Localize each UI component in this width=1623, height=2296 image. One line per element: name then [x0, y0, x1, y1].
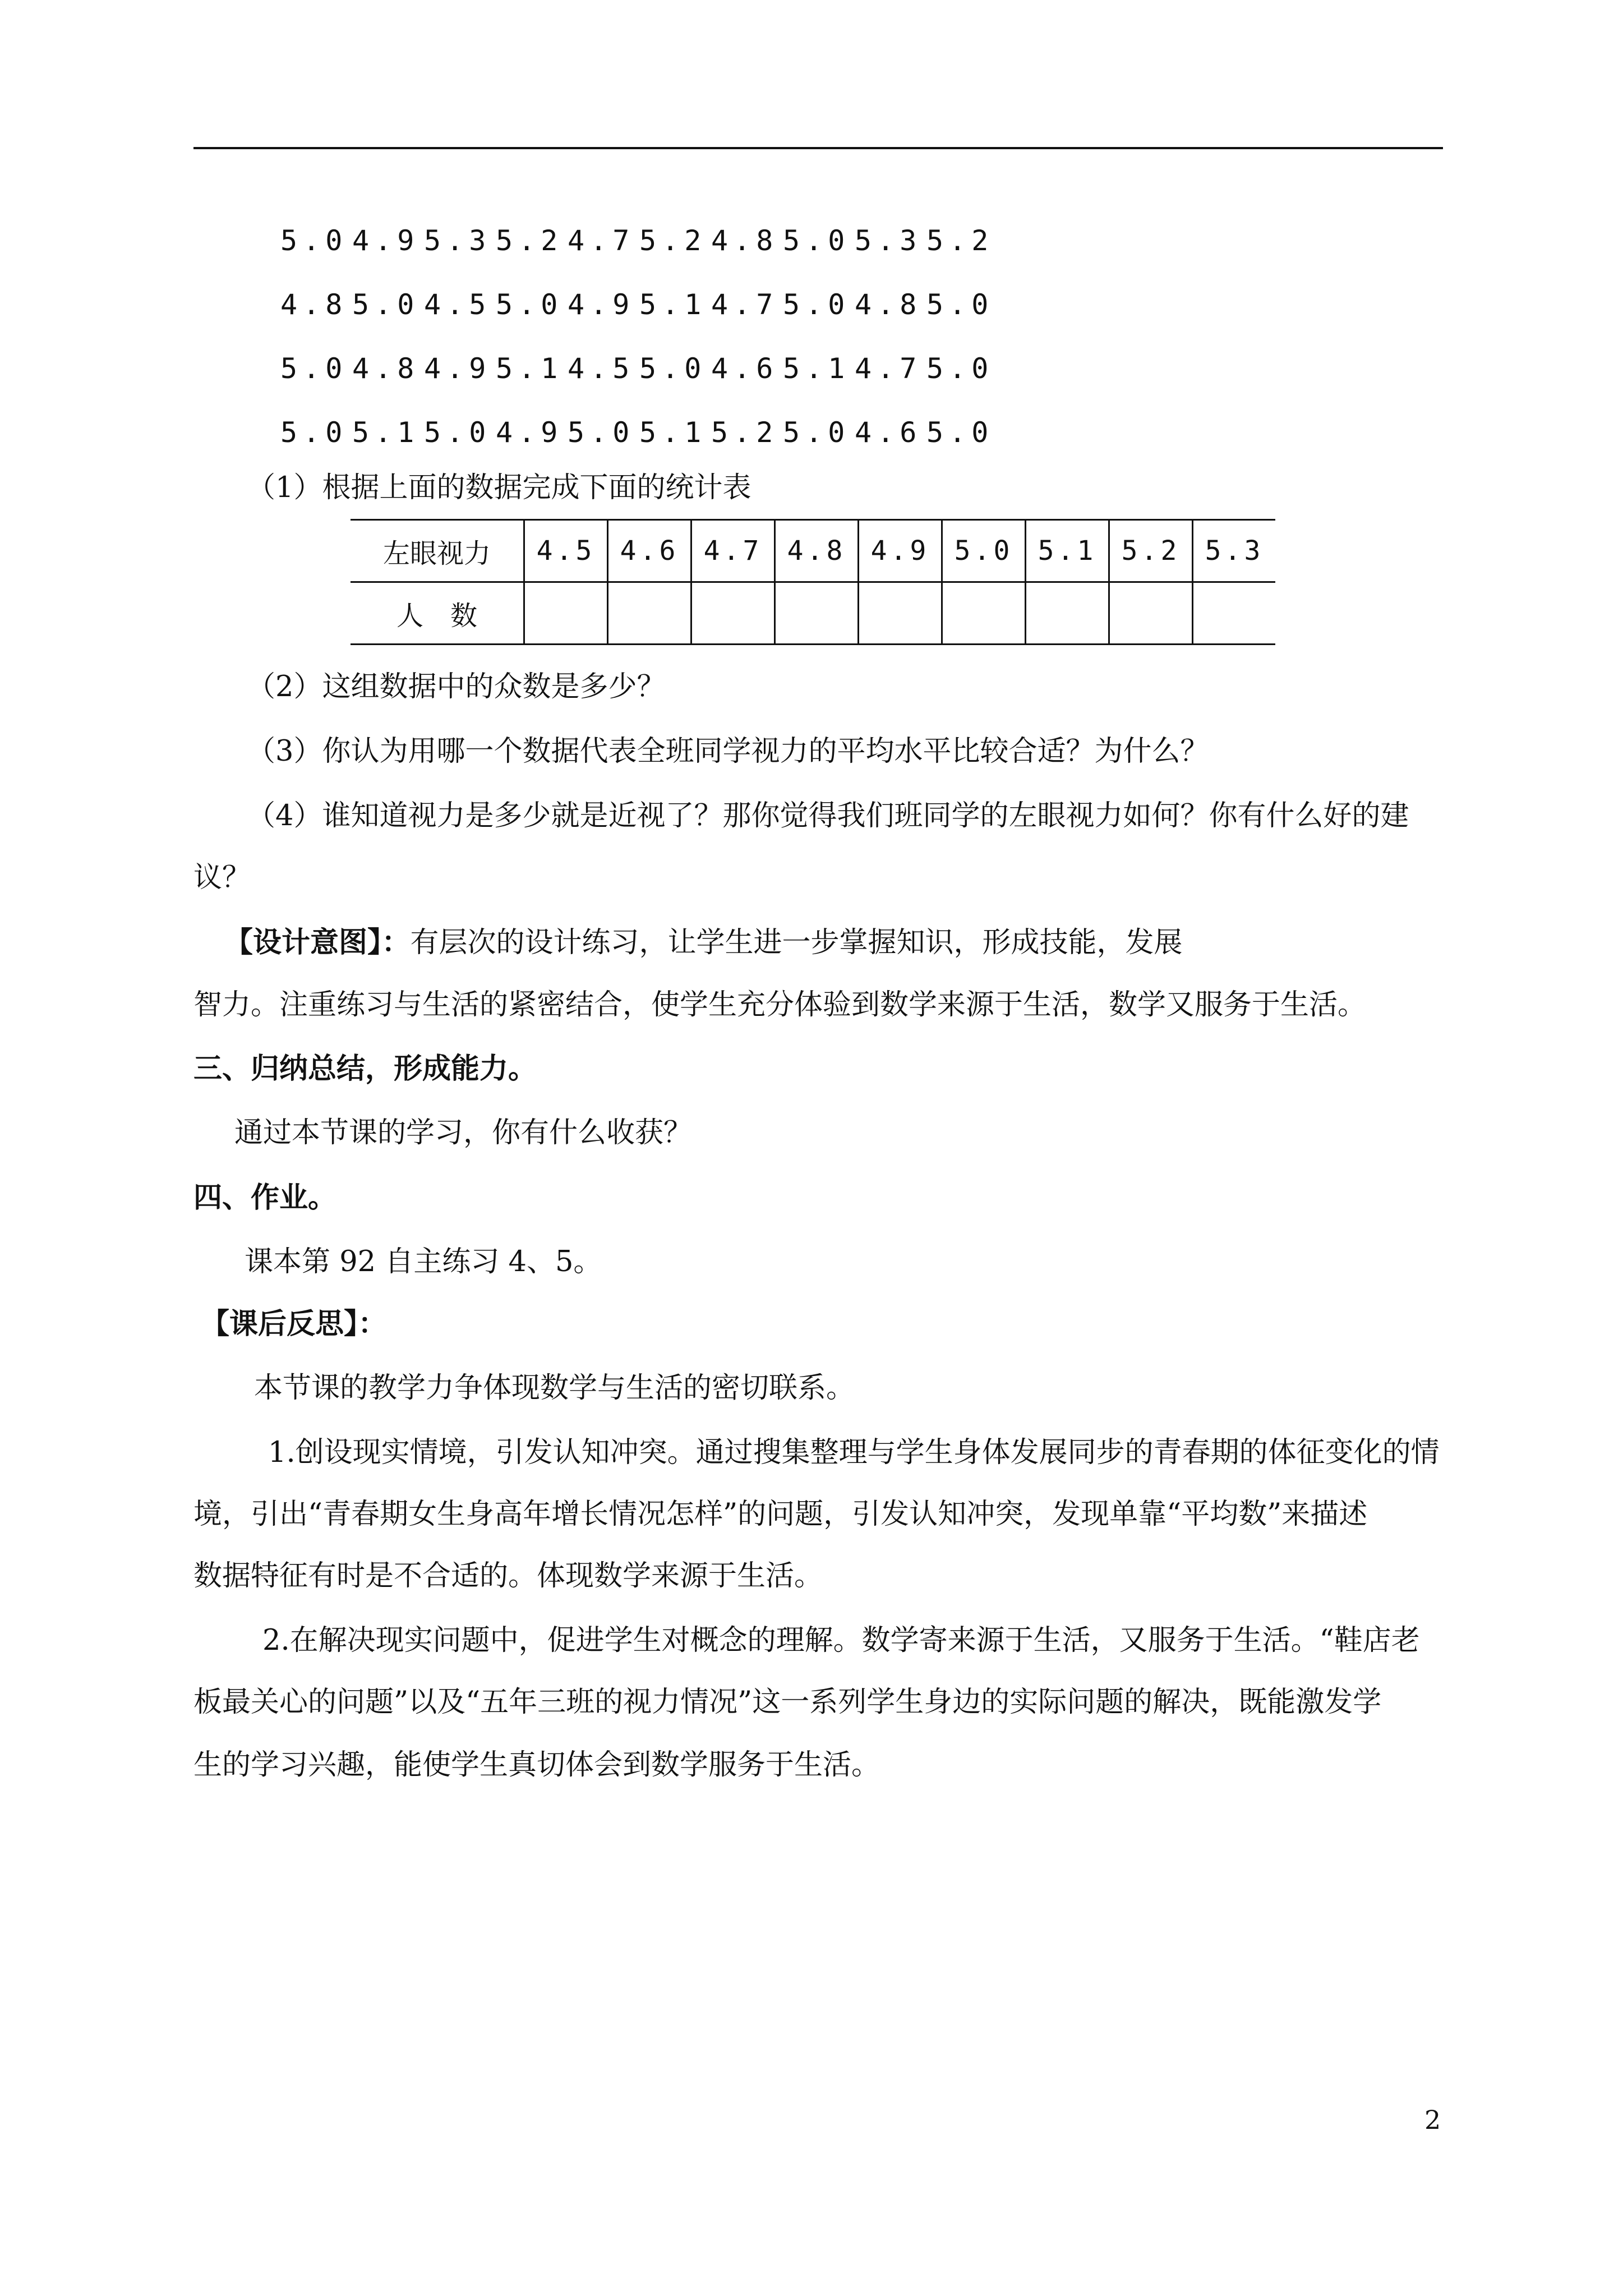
section-4-heading: 四、作业。	[193, 1181, 337, 1214]
table-cell: 4.5	[524, 520, 608, 582]
data-value: 4.5	[424, 288, 492, 321]
data-value: 4.9	[568, 288, 635, 321]
data-row	[280, 209, 998, 273]
data-value: 5.1	[496, 352, 564, 385]
question-2: （2）这组数据中的众数是多少？	[247, 670, 666, 703]
data-value: 5.3	[424, 224, 492, 257]
data-value: 5.1	[783, 352, 851, 385]
page-number: 2	[1424, 2105, 1441, 2135]
table-cell: 5.3	[1193, 520, 1276, 582]
data-value: 4.6	[711, 352, 779, 385]
data-value: 5.3	[855, 224, 923, 257]
data-value: 5.2	[926, 224, 994, 257]
section-3-heading: 三、归纳总结，形成能力。	[193, 1052, 537, 1085]
section-4-text: 课本第 92 自主练习 4、5。	[245, 1245, 602, 1278]
table-cell: 5.2	[1109, 520, 1193, 582]
section-3-text: 通过本节课的学习，你有什么收获？	[234, 1116, 693, 1149]
data-value: 5.0	[926, 352, 994, 385]
question-1: （1）根据上面的数据完成下面的统计表	[247, 471, 751, 504]
table-row	[351, 520, 1275, 582]
data-value: 4.8	[352, 352, 420, 385]
data-value: 4.8	[280, 288, 348, 321]
data-value: 5.0	[783, 416, 851, 449]
data-value: 5.0	[639, 352, 707, 385]
reflection-label: 【课后反思】：	[201, 1307, 387, 1341]
data-value: 4.7	[568, 224, 635, 257]
reflection-p2-line-2: 板最关心的问题”以及“五年三班的视力情况”这一系列学生身边的实际问题的解决，既能激发学	[193, 1686, 1382, 1719]
table-row-header: 左眼视力	[351, 520, 524, 582]
data-value: 4.7	[711, 288, 779, 321]
data-value: 5.0	[280, 416, 348, 449]
data-value: 5.0	[783, 224, 851, 257]
data-value: 5.0	[568, 416, 635, 449]
data-value: 4.9	[352, 224, 420, 257]
reflection-p2-line-1: 2.在解决现实问题中，促进学生对概念的理解。数学寄来源于生活，又服务于生活。“鞋店老	[262, 1624, 1420, 1657]
empty-cell	[775, 582, 859, 645]
reflection-p1-line-1: 1.创设现实情境，引发认知冲突。通过搜集整理与学生身体发展同步的青春期的体征变化的情	[268, 1436, 1440, 1469]
header-rule	[193, 147, 1443, 149]
table-cell: 4.8	[775, 520, 859, 582]
data-row	[280, 337, 998, 401]
data-value: 5.1	[639, 288, 707, 321]
empty-cell	[691, 582, 775, 645]
table-cell: 4.7	[691, 520, 775, 582]
empty-cell	[1109, 582, 1193, 645]
table-cell: 5.1	[1026, 520, 1109, 582]
table-cell: 4.6	[608, 520, 691, 582]
data-value: 5.0	[926, 288, 994, 321]
empty-cell	[608, 582, 691, 645]
data-value: 5.0	[424, 416, 492, 449]
data-value: 5.1	[352, 416, 420, 449]
empty-cell	[942, 582, 1026, 645]
reflection-p1-line-3: 数据特征有时是不合适的。体现数学来源于生活。	[193, 1559, 823, 1593]
design-intent-text: 有层次的设计练习，让学生进一步掌握知识，形成技能，发展	[410, 926, 1183, 959]
table-cell: 5.0	[942, 520, 1026, 582]
table-row	[351, 582, 1275, 645]
data-value: 4.8	[855, 288, 923, 321]
vision-data-grid	[280, 209, 998, 464]
question-4-line-2: 议？	[193, 861, 251, 894]
data-value: 5.1	[639, 416, 707, 449]
reflection-intro: 本节课的教学力争体现数学与生活的密切联系。	[254, 1372, 855, 1405]
data-value: 5.0	[280, 224, 348, 257]
design-intent-line-2: 智力。注重练习与生活的紧密结合，使学生充分体验到数学来源于生活，数学又服务于生活。	[193, 988, 1367, 1022]
data-value: 5.0	[783, 288, 851, 321]
data-row	[280, 273, 998, 337]
empty-cell	[524, 582, 608, 645]
reflection-p1-line-2: 境，引出“青春期女生身高年增长情况怎样”的问题，引发认知冲突，发现单靠“平均数”来描述	[193, 1498, 1368, 1531]
question-4-line-1: （4）谁知道视力是多少就是近视了？那你觉得我们班同学的左眼视力如何？你有什么好的建	[247, 799, 1409, 832]
data-value: 4.5	[568, 352, 635, 385]
data-value: 4.6	[855, 416, 923, 449]
reflection-p2-line-3: 生的学习兴趣，能使学生真切体会到数学服务于生活。	[193, 1749, 880, 1782]
data-value: 5.0	[280, 352, 348, 385]
data-value: 4.8	[711, 224, 779, 257]
data-value: 4.7	[855, 352, 923, 385]
data-value: 5.2	[711, 416, 779, 449]
design-intent-line-1	[224, 923, 1183, 963]
vision-statistics-table	[351, 519, 1275, 645]
table-row-header: 人 数	[351, 582, 524, 645]
data-value: 5.0	[496, 288, 564, 321]
data-value: 4.9	[496, 416, 564, 449]
data-value: 4.9	[424, 352, 492, 385]
data-row	[280, 401, 998, 464]
table-cell: 4.9	[859, 520, 942, 582]
empty-cell	[1193, 582, 1276, 645]
design-intent-label: 【设计意图】：	[224, 926, 411, 959]
question-3: （3）你认为用哪一个数据代表全班同学视力的平均水平比较合适？为什么？	[247, 735, 1209, 768]
empty-cell	[859, 582, 942, 645]
data-value: 5.2	[496, 224, 564, 257]
data-value: 5.0	[926, 416, 994, 449]
data-value: 5.2	[639, 224, 707, 257]
data-value: 5.0	[352, 288, 420, 321]
empty-cell	[1026, 582, 1109, 645]
